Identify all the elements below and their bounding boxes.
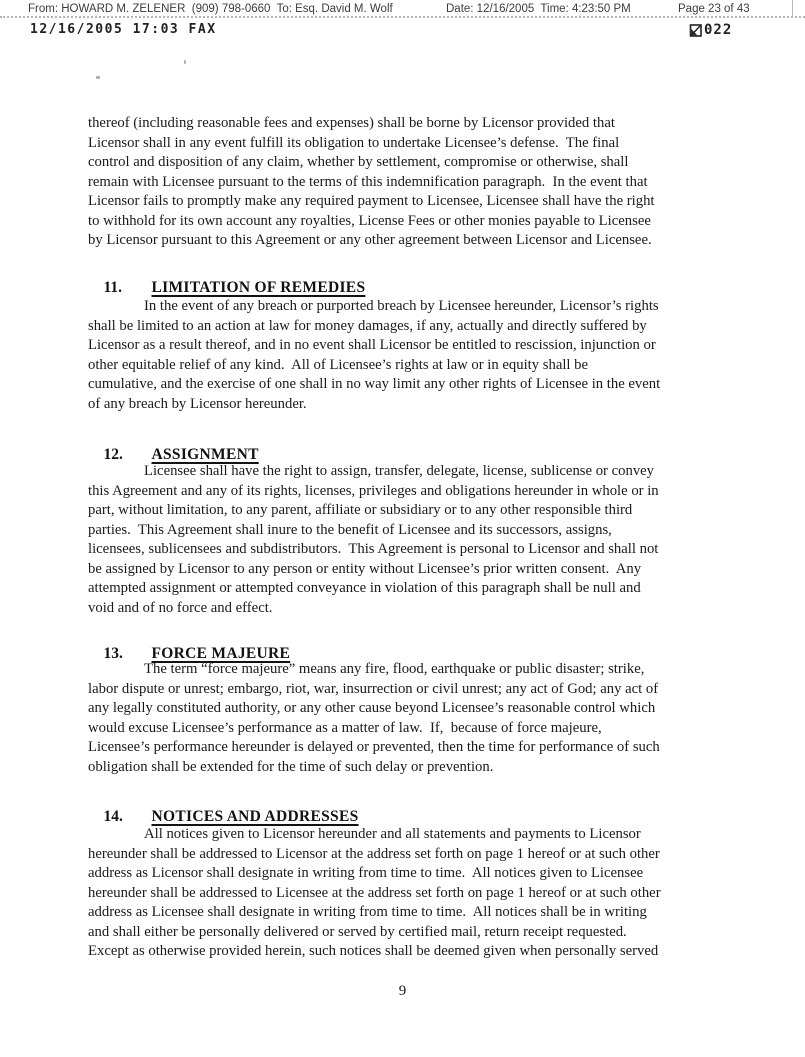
section-13-paragraph: The term “force majeure” means any fire, flood, earthquake or public disaster; strike, labor dispute or unrest; embargo, riot, war, insurrection or civil unrest; any act of God; any act of any legally constituted authority, or any other cause beyond Licensee’s reasonable control which would excuse Licensee’s performance as a matter of law. If, because of force majeure, Licensee’s performance hereunder is delayed or prevented, then the time for performance of such obligation shall be extended for the time of such delay or prevention. xyxy=(88,661,660,775)
section-number: 14. xyxy=(103,808,123,825)
fax-page-counter xyxy=(689,22,732,38)
section-title: LIMITATION OF REMEDIES xyxy=(151,279,366,296)
section-14-paragraph: All notices given to Licensor hereunder and all statements and payments to Licensor hereunder shall be addressed to Licensor at the address set forth on page 1 hereof or at such other address as Licensor shall designate in writing from time to time. All notices given to Licensee hereunder shall be addressed to Licensee at the address set forth on page 1 hereof or at such other address as Licensee shall designate in writing from time to time. All notices shall be in writing and shall either be personally delivered or served by certified mail, return receipt requested. Except as otherwise provided herein, such notices shall be deemed given when personally served xyxy=(88,826,661,959)
scan-speck xyxy=(96,76,100,79)
section-number: 12. xyxy=(103,446,123,463)
fax-date-line: Date: 12/16/2005 Time: 4:23:50 PM xyxy=(446,3,631,15)
section-title: NOTICES AND ADDRESSES xyxy=(151,808,359,825)
section-11-paragraph: In the event of any breach or purported breach by Licensee hereunder, Licensor’s rights shall be limited to an action at law for money damages, if any, actually and directly suffered by Licensor as a result thereof, and in no event shall Licensor be entitled to rescission, injunction or other equitable relief of any kind. All of Licensee’s rights at law or in equity shall be cumulative, and the exercise of one shall in no way limit any other rights of Licensee in the event of any breach by Licensor hereunder. xyxy=(88,298,661,412)
fax-page-count: Page 23 of 43 xyxy=(678,3,750,15)
section-12-paragraph: Licensee shall have the right to assign, transfer, delegate, license, sublicense or convey this Agreement and any of its rights, licenses, privileges and obligations hereunder in whole or in part, without limitation, to any parent, affiliate or subsidiary or to any other responsible third parties. This Agreement shall inure to the benefit of Licensee and its successors, assigns, licensees, sublicensees and subdistributors. This Agreement is personal to Licensor and shall not be assigned by Licensor to any person or entity without Licensee’s prior written consent. Any attempted assignment or attempted conveyance in violation of this paragraph shall be null and void and of no force and effect. xyxy=(88,463,659,616)
section-title: ASSIGNMENT xyxy=(151,446,259,463)
header-dotted-divider xyxy=(0,16,805,18)
section-title: FORCE MAJEURE xyxy=(151,645,291,662)
fax-from-line: From: HOWARD M. ZELENER (909) 798-0660 To: Esq. David M. Wolf xyxy=(28,3,393,15)
section-number: 13. xyxy=(103,645,123,662)
fax-page-icon xyxy=(689,23,703,38)
fax-timestamp-stamp: 12/16/2005 17:03 FAX xyxy=(30,22,217,37)
footer-page-number: 9 xyxy=(398,983,407,999)
intro-paragraph: thereof (including reasonable fees and expenses) shall be borne by Licensor provided that Licensor shall in any event fulfill its obligation to undertake Licensee’s defense. The final control and disposition of any claim, whether by settlement, compromise or otherwise, shall remain with Licensee pursuant to the terms of this indemnification paragraph. In the event that Licensor fails to promptly make any required payment to Licensee, Licensee shall have the right to withhold for its own account any royalties, License Fees or other monies payable to Licensee by Licensor pursuant to this Agreement or any other agreement between Licensor and Licensee. xyxy=(88,115,655,248)
fax-page-number: 022 xyxy=(704,22,733,38)
scan-edge-mark xyxy=(792,0,793,16)
scan-speck xyxy=(184,60,186,64)
section-number: 11. xyxy=(103,279,123,296)
